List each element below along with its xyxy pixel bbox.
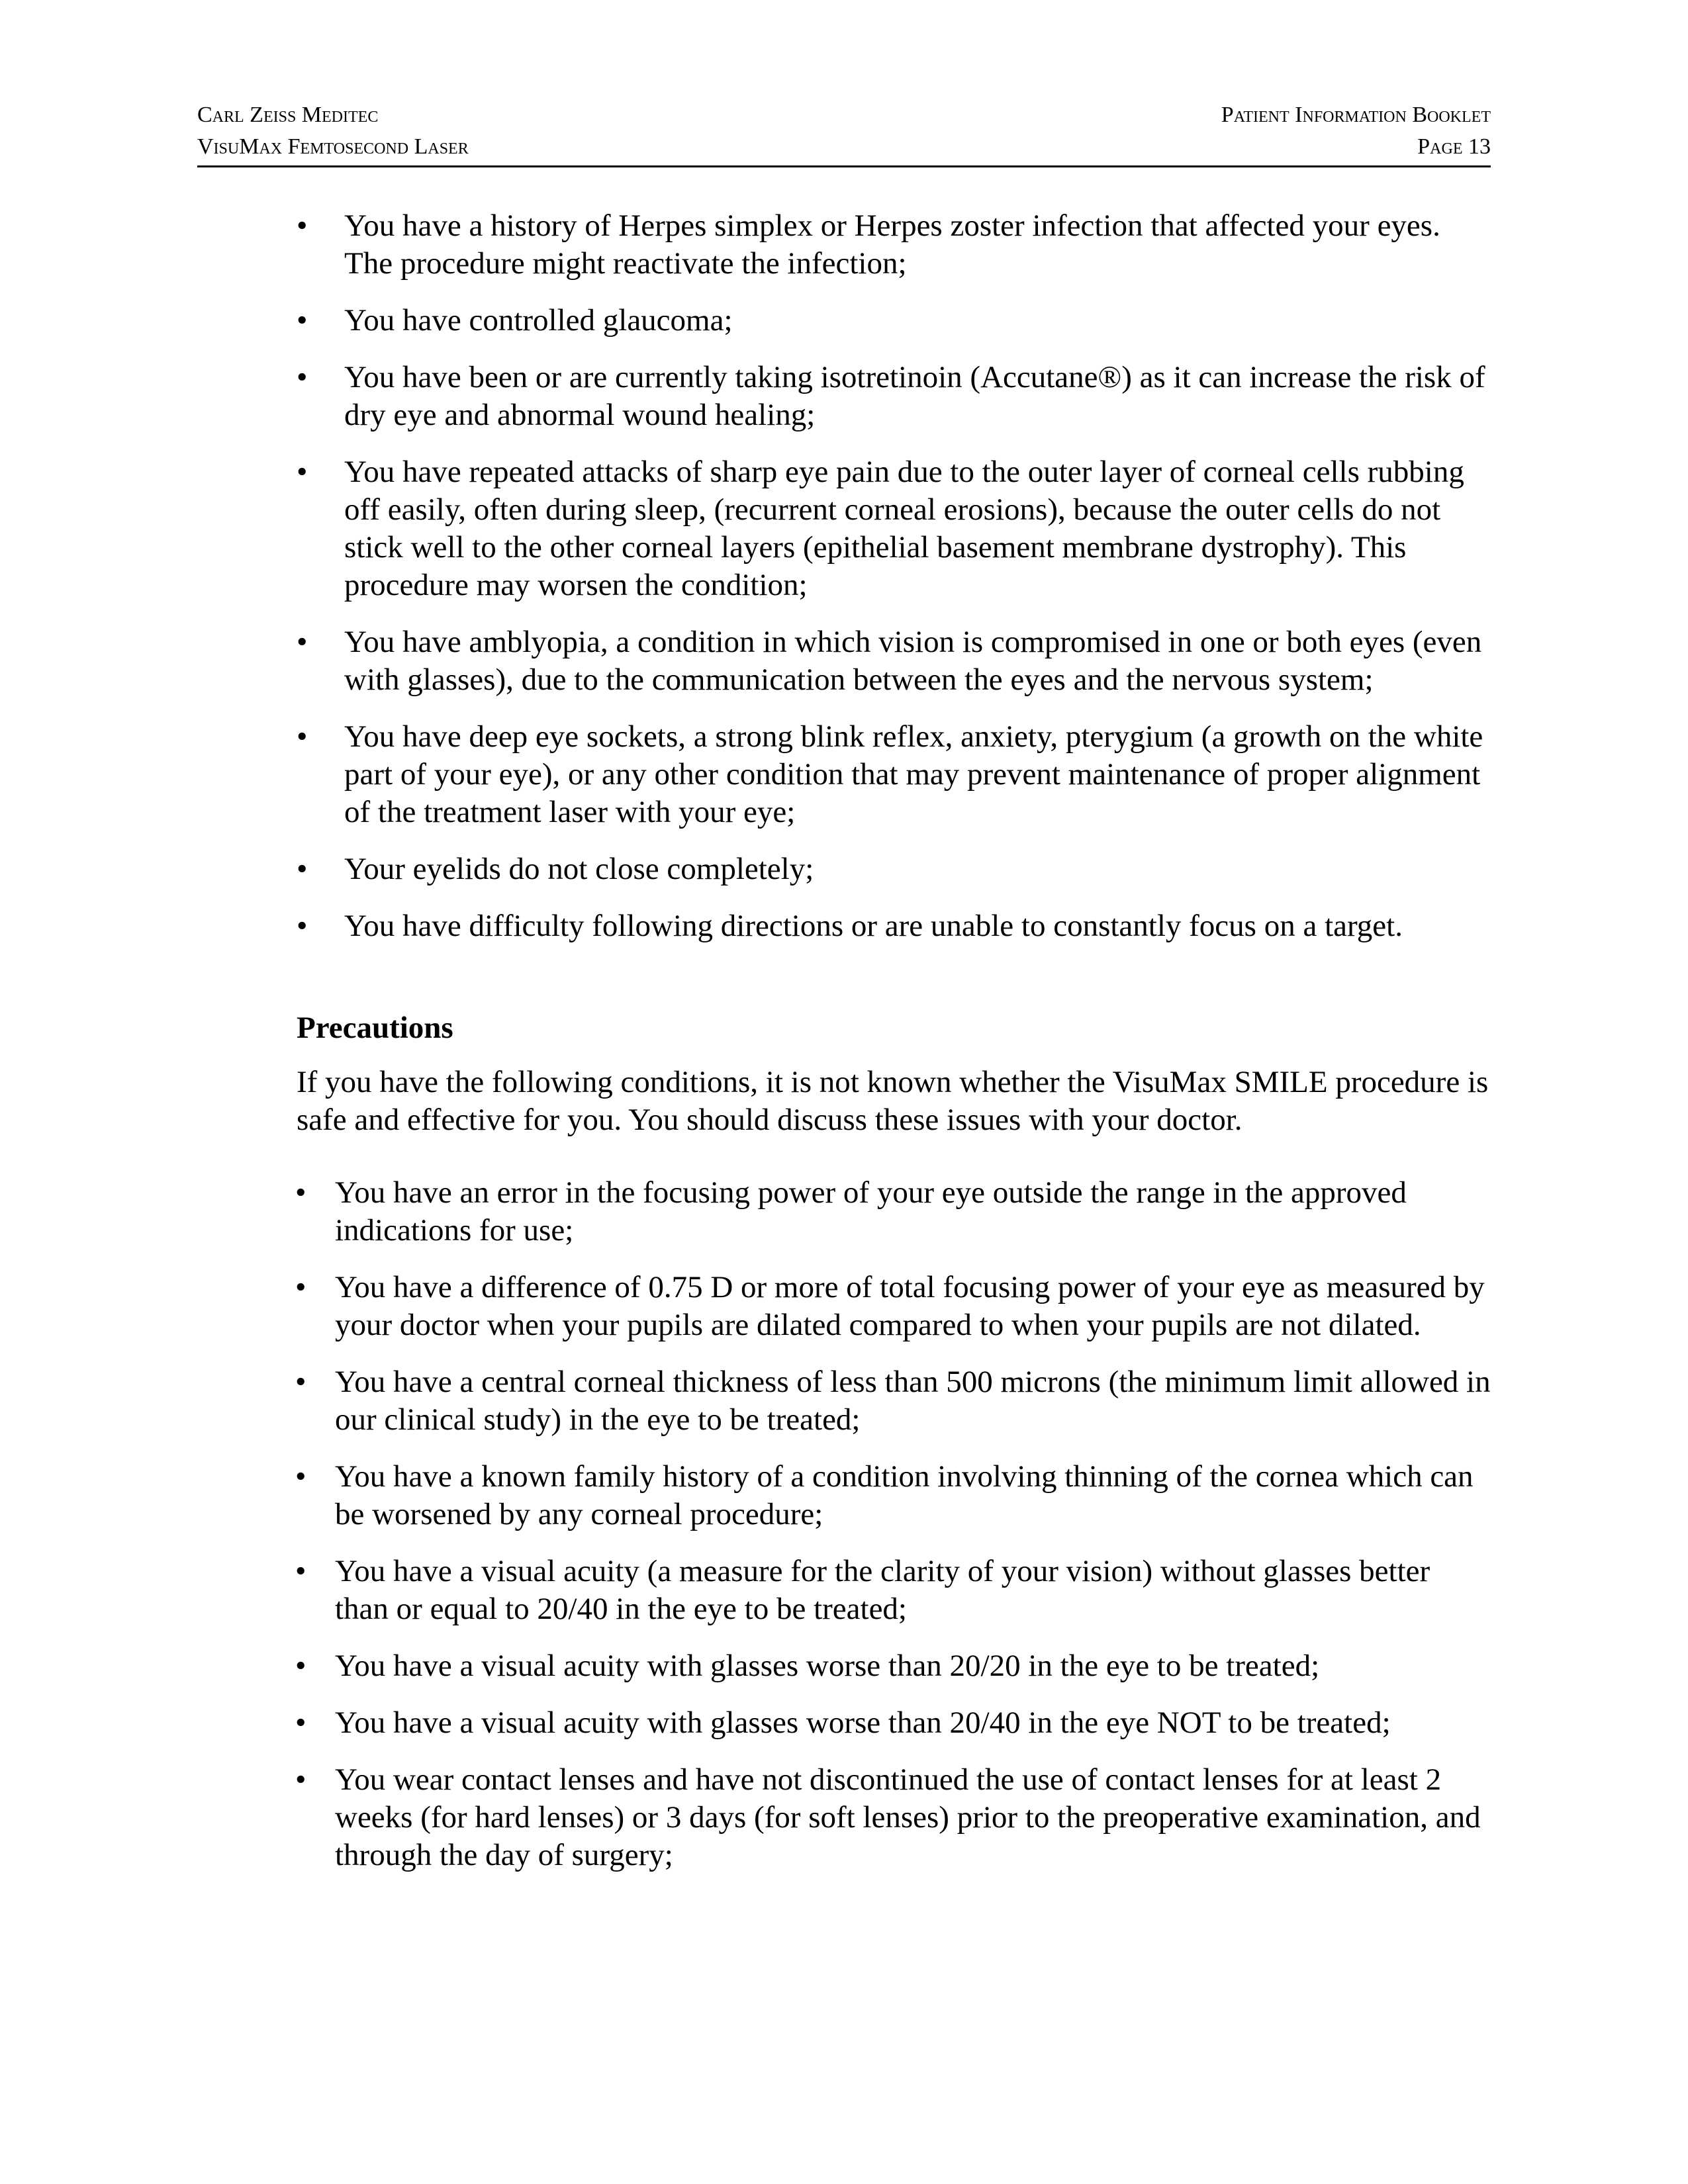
bullet-icon: • <box>295 1762 306 1797</box>
list-item <box>297 453 1488 604</box>
bullet-icon: • <box>297 852 308 886</box>
booklet-title: Patient Information Booklet <box>1221 103 1491 127</box>
list-item-text: You wear contact lenses and have not discontinued the use of contact lenses for at least 2 weeks (for hard lenses) or 3 days (for soft lenses) prior to the preoperative examination, and through the day of surgery; <box>335 1762 1481 1872</box>
list-item <box>297 302 1488 340</box>
list-item <box>297 850 1488 888</box>
bullet-icon: • <box>295 1365 306 1399</box>
list-item-text: You have deep eye sockets, a strong blink reflex, anxiety, pterygium (a growth on the white part of your eye), or any other condition that may prevent maintenance of proper alignment of the treatment laser with your eye; <box>344 719 1483 829</box>
list-item <box>295 1458 1491 1533</box>
bullet-icon: • <box>297 625 308 659</box>
header-row-top <box>197 99 1491 131</box>
list-item-text: You have controlled glaucoma; <box>344 303 733 338</box>
list-item <box>297 623 1488 699</box>
bullet-icon: • <box>295 1459 306 1494</box>
precautions-intro: If you have the following conditions, it is not known whether the VisuMax SMILE procedure is safe and effective for you. You should discuss these issues with your doctor. <box>297 1065 1489 1137</box>
page-number: Page 13 <box>1417 134 1491 159</box>
list-item <box>297 207 1488 283</box>
list-item-text: You have a central corneal thickness of less than 500 microns (the minimum limit allowed in our clinical study) in the eye to be treated; <box>335 1365 1491 1437</box>
bullet-icon: • <box>295 1270 306 1304</box>
list-item <box>295 1761 1491 1874</box>
list-item-text: Your eyelids do not close completely; <box>344 852 814 886</box>
bullet-icon: • <box>297 360 308 394</box>
bullet-icon: • <box>295 1649 306 1683</box>
bullet-icon: • <box>295 1175 306 1210</box>
list-item <box>297 359 1488 434</box>
bullet-icon: • <box>297 208 308 243</box>
bullet-icon: • <box>297 455 308 489</box>
list-item-text: You have repeated attacks of sharp eye pain due to the outer layer of corneal cells rubbing off easily, often during sleep, (recurrent corneal erosions), because the outer cells do not stick well to the other corneal layers (epithelial basement membrane dystrophy). This procedure may worsen the condition; <box>344 455 1464 602</box>
list-item <box>295 1269 1491 1344</box>
list-item-text: You have a visual acuity with glasses worse than 20/20 in the eye to be treated; <box>335 1649 1320 1683</box>
list-item-text: You have a known family history of a condition involving thinning of the cornea which can be worsened by any corneal procedure; <box>335 1459 1474 1531</box>
list-item-text: You have a difference of 0.75 D or more of total focusing power of your eye as measured by your doctor when your pupils are dilated compared to when your pupils are not dilated. <box>335 1270 1485 1342</box>
list-item-text: You have an error in the focusing power of your eye outside the range in the approved indications for use; <box>335 1175 1407 1248</box>
list-item-text: You have been or are currently taking isotretinoin (Accutane®) as it can increase the risk of dry eye and abnormal wound healing; <box>344 360 1485 432</box>
product-name: VisuMax Femtosecond Laser <box>197 134 469 159</box>
list-item <box>295 1647 1491 1685</box>
list-item <box>295 1363 1491 1439</box>
list-item <box>297 907 1488 945</box>
list-item-text: You have a visual acuity with glasses worse than 20/40 in the eye NOT to be treated; <box>335 1706 1391 1740</box>
header-row-bottom <box>197 131 1491 163</box>
company-name: Carl Zeiss Meditec <box>197 103 379 127</box>
bullet-icon: • <box>297 303 308 338</box>
list-item-text: You have a history of Herpes simplex or Herpes zoster infection that affected your eyes. The procedure might reactivate the infection; <box>344 208 1440 281</box>
bullet-icon: • <box>295 1706 306 1740</box>
list-item-text: You have amblyopia, a condition in which vision is compromised in one or both eyes (even with glasses), due to the communication between the eyes and the nervous system; <box>344 625 1482 697</box>
precautions-list <box>295 1174 1491 1893</box>
list-item-text: You have a visual acuity (a measure for the clarity of your vision) without glasses better than or equal to 20/40 in the eye to be treated; <box>335 1554 1430 1626</box>
list-item <box>295 1174 1491 1250</box>
list-item-text: You have difficulty following directions or are unable to constantly focus on a target. <box>344 909 1403 943</box>
list-item <box>295 1704 1491 1742</box>
precautions-heading: Precautions <box>297 1011 453 1045</box>
bullet-icon: • <box>297 719 308 754</box>
list-item <box>297 718 1488 831</box>
list-item <box>295 1553 1491 1628</box>
page-header <box>197 99 1491 167</box>
bullet-icon: • <box>295 1554 306 1588</box>
bullet-icon: • <box>297 909 308 943</box>
contraindications-list <box>297 207 1488 964</box>
